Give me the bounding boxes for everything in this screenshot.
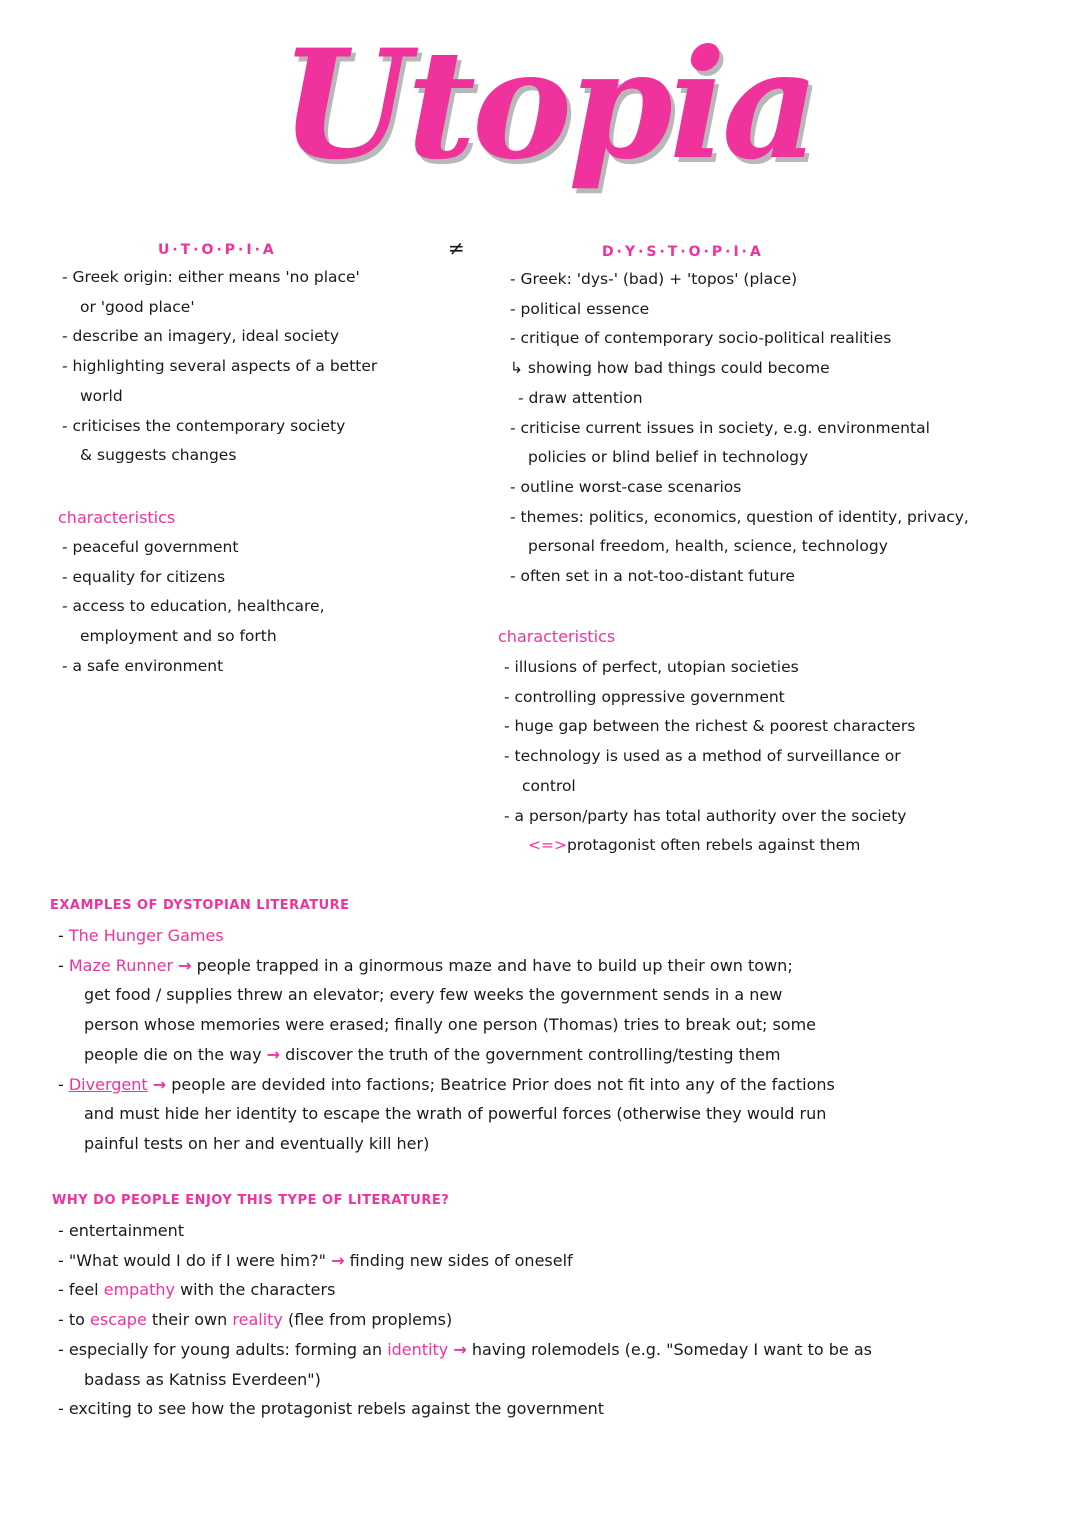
utopia-line: world — [80, 386, 123, 405]
reason-text: to — [68, 1310, 85, 1330]
dystopia-characteristic: - illusions of perfect, utopian societies — [504, 658, 799, 676]
dystopia-line: - outline worst-case scenarios — [510, 477, 742, 496]
arrow-icon: → — [331, 1250, 345, 1270]
example-text: people trapped in a ginormous maze and have to build up their own town; — [196, 955, 793, 975]
utopia-characteristic: - a safe environment — [62, 656, 224, 675]
book-title: The Hunger Games — [68, 926, 224, 945]
not-equal-sign: ≠ — [448, 236, 465, 260]
dystopia-line: - themes: politics, economics, question of identity, privacy, — [510, 507, 969, 526]
reason-item: - feel empathy with the characters — [58, 1280, 336, 1300]
highlight-empathy: empathy — [103, 1280, 175, 1300]
dystopia-line: - often set in a not-too-distant future — [510, 567, 795, 586]
utopia-line: - Greek origin: either means 'no place' — [62, 268, 360, 286]
dystopia-characteristic: - controlling oppressive government — [504, 687, 785, 706]
utopia-characteristics-heading: characteristics — [58, 508, 176, 527]
reason-text: especially for young adults: forming an — [68, 1339, 383, 1359]
example-text: people are devided into factions; Beatrice Prior does not fit into any of the factions — [171, 1074, 835, 1094]
utopia-characteristic: employment and so forth — [80, 627, 277, 646]
dystopia-line: - draw attention — [518, 388, 643, 407]
book-title: Divergent — [68, 1074, 148, 1094]
highlight-identity: identity — [387, 1339, 449, 1359]
utopia-definition-list — [62, 263, 377, 471]
dystopia-line: ↳ showing how bad things could become — [510, 359, 830, 378]
dystopia-characteristic: - technology is used as a method of surveillance or — [504, 747, 901, 766]
utopia-line: or 'good place' — [80, 297, 195, 316]
example-text: and must hide her identity to escape the wrath of powerful forces (otherwise they would run — [84, 1104, 827, 1124]
reason-text: (flee from proplems) — [287, 1310, 453, 1330]
examples-heading: EXAMPLES OF DYSTOPIAN LITERATURE — [50, 898, 350, 913]
dystopia-line: policies or blind belief in technology — [528, 448, 809, 467]
reason-item: - exciting to see how the protagonist rebels against the government — [58, 1399, 604, 1419]
reason-text: badass as Katniss Everdeen") — [84, 1369, 321, 1389]
example-text: painful tests on her and eventually kill her) — [84, 1133, 430, 1153]
example-text-line — [58, 1040, 835, 1070]
dystopia-definition-list — [510, 265, 969, 592]
utopia-line: & suggests changes — [80, 446, 237, 465]
example-item: - The Hunger Games — [58, 926, 224, 945]
utopia-characteristic: - equality for citizens — [62, 567, 226, 586]
dystopia-characteristics-list — [504, 653, 915, 861]
why-heading: WHY DO PEOPLE ENJOY THIS TYPE OF LITERATURE? — [52, 1193, 450, 1208]
reason-text: entertainment — [68, 1221, 185, 1240]
dystopia-characteristics-heading: characteristics — [498, 627, 616, 646]
arrow-icon: → — [266, 1044, 281, 1064]
example-item: - Divergent → people are devided into factions; Beatrice Prior does not fit into any of the factions — [58, 1074, 835, 1094]
utopia-characteristics-list — [62, 533, 325, 682]
dystopia-heading: D·Y·S·T·O·P·I·A — [602, 244, 764, 260]
examples-list — [58, 921, 835, 1159]
dystopia-line: - critique of contemporary socio-political realities — [510, 329, 892, 348]
protagonist-rebels-text: protagonist often rebels against them — [566, 836, 861, 855]
dystopia-line: personal freedom, health, science, technology — [528, 537, 888, 556]
arrow-icon: → — [178, 955, 192, 975]
dystopia-line: - political essence — [510, 299, 650, 318]
reason-text: having rolemodels (e.g. "Someday I want to be as — [471, 1339, 872, 1359]
equivalence-arrow: <=> — [528, 836, 567, 855]
book-title: Maze Runner — [68, 955, 174, 975]
utopia-line: - criticises the contemporary society — [62, 416, 346, 435]
dystopia-line: - Greek: 'dys-' (bad) + 'topos' (place) — [510, 270, 798, 288]
arrow-icon: → — [453, 1339, 467, 1359]
highlight-escape: escape — [90, 1310, 147, 1330]
utopia-heading: U·T·O·P·I·A — [158, 242, 277, 258]
example-text: people die on the way — [84, 1044, 262, 1064]
dystopia-characteristic — [504, 831, 915, 861]
why-list — [58, 1216, 872, 1424]
utopia-line: - highlighting several aspects of a better — [62, 357, 378, 376]
reason-text: feel — [68, 1280, 99, 1300]
arrow-icon: → — [152, 1074, 167, 1094]
utopia-characteristic: - peaceful government — [62, 538, 239, 556]
reason-text: "What would I do if I were him?" — [68, 1250, 326, 1270]
dystopia-characteristic: control — [522, 776, 576, 795]
reason-item: - especially for young adults: forming an identity → having rolemodels (e.g. "Someday I want to be as — [58, 1339, 872, 1359]
example-text: discover the truth of the government controlling/testing them — [285, 1044, 781, 1064]
reason-text: their own — [151, 1310, 228, 1330]
dystopia-characteristic: - huge gap between the richest & poorest characters — [504, 717, 916, 736]
page-title: Utopia — [280, 17, 816, 193]
example-text: get food / supplies threw an elevator; every few weeks the government sends in a new — [84, 985, 783, 1005]
reason-item: - "What would I do if I were him?" → finding new sides of oneself — [58, 1250, 573, 1270]
highlight-reality: reality — [232, 1310, 283, 1330]
reason-text: with the characters — [180, 1280, 336, 1300]
reason-item: - to escape their own reality (flee from proplems) — [58, 1310, 453, 1330]
dystopia-line: - criticise current issues in society, e.g. environmental — [510, 418, 930, 437]
utopia-line: - describe an imagery, ideal society — [62, 327, 339, 346]
utopia-characteristic: - access to education, healthcare, — [62, 597, 325, 616]
example-text: person whose memories were erased; finally one person (Thomas) tries to break out; some — [84, 1015, 817, 1035]
reason-item: - entertainment — [58, 1221, 185, 1240]
reason-text: finding new sides of oneself — [349, 1250, 573, 1270]
example-item: - Maze Runner → people trapped in a ginormous maze and have to build up their own town; — [58, 955, 793, 975]
reason-text: exciting to see how the protagonist rebels against the government — [68, 1399, 604, 1419]
dystopia-characteristic: - a person/party has total authority over the society — [504, 806, 907, 825]
